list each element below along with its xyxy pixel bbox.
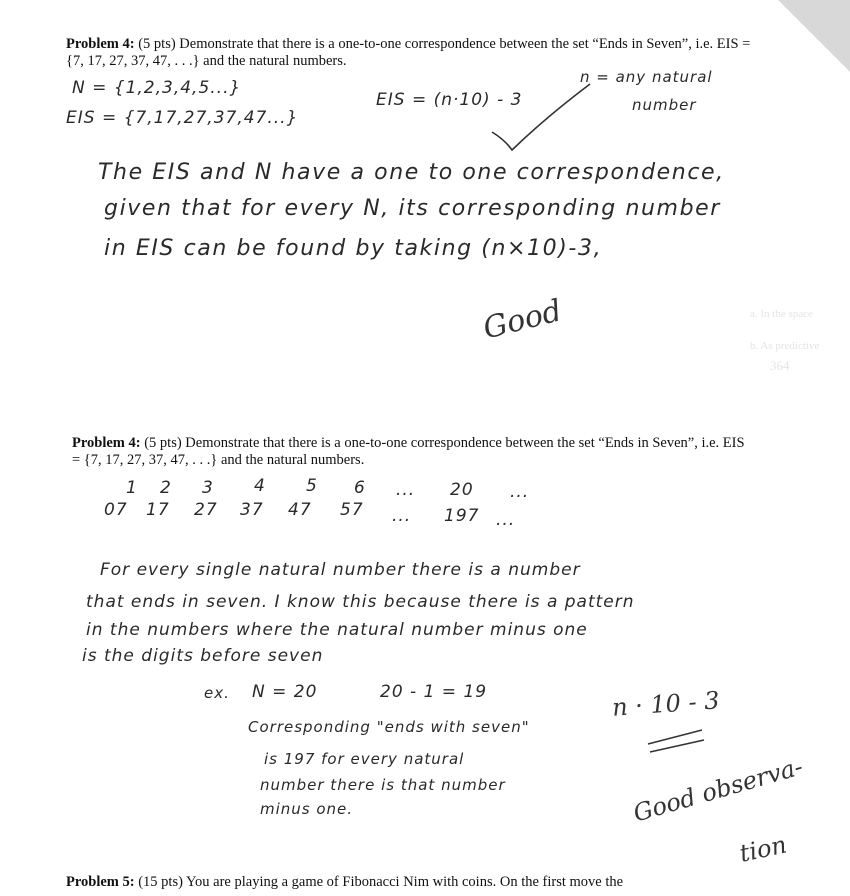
natural-number-4: 4 <box>254 476 266 496</box>
answer-1-line-3: in EIS can be found by taking (n×10)-3, <box>104 236 603 261</box>
eis-value-197: 197 <box>444 506 480 526</box>
eis-formula: EIS = (n·10) - 3 <box>376 90 523 110</box>
natural-number-1: 1 <box>126 478 138 498</box>
eis-value-17: 17 <box>146 500 170 520</box>
eis-value-trailing-ellipsis: ... <box>496 510 516 530</box>
grade-good: Good <box>479 293 566 347</box>
corresponding-line-3: number there is that number <box>260 776 506 794</box>
example-label: ex. <box>204 684 230 702</box>
eis-value-ellipsis: ... <box>392 506 412 526</box>
grader-formula: n · 10 - 3 <box>611 686 721 722</box>
corresponding-line-2: is 197 for every natural <box>264 750 465 768</box>
natural-number-ellipsis: ... <box>396 480 416 500</box>
answer-2-line-3: in the numbers where the natural number minus one <box>86 620 588 640</box>
example-calculation: 20 - 1 = 19 <box>380 682 488 702</box>
problem-4-label-bottom: Problem 4: <box>72 435 141 451</box>
n-definition-line-1: n = any natural <box>580 68 713 86</box>
eis-value-27: 27 <box>194 500 218 520</box>
natural-numbers-set: N = {1,2,3,4,5...} <box>72 78 242 98</box>
corresponding-line-1: Corresponding "ends with seven" <box>248 718 530 736</box>
eis-value-57: 57 <box>340 500 364 520</box>
eis-value-47: 47 <box>288 500 312 520</box>
answer-2-line-2: that ends in seven. I know this because there is a pattern <box>86 592 635 612</box>
natural-number-6: 6 <box>354 478 366 498</box>
natural-number-20: 20 <box>450 480 474 500</box>
grade-good-observation-line-1: Good observa- <box>630 752 806 828</box>
answer-2-line-1: For every single natural number there is a number <box>100 560 581 580</box>
problem-5-text: (15 pts) You are playing a game of Fibonacci Nim with coins. On the first move the <box>134 874 624 890</box>
corresponding-line-4: minus one. <box>260 800 354 818</box>
natural-number-5: 5 <box>306 476 318 496</box>
problem-4-text-bottom: (5 pts) Demonstrate that there is a one-to-one correspondence between the set “Ends in Seven”, i.e. EIS = {7, 17, 27, 37, 47, . . .} and the natural numbers. <box>72 435 745 468</box>
problem-5-label: Problem 5: <box>66 874 135 890</box>
checkmark <box>492 84 590 150</box>
grade-good-observation-line-2: tion <box>737 830 790 868</box>
n-definition-line-2: number <box>632 96 697 114</box>
answer-1-line-1: The EIS and N have a one to one correspondence, <box>98 160 725 185</box>
bleed-through-line-2: b. As predictive <box>750 340 820 352</box>
natural-number-2: 2 <box>160 478 172 498</box>
eis-set: EIS = {7,17,27,37,47...} <box>66 108 299 128</box>
answer-1-line-2: given that for every N, its corresponding number <box>104 196 721 221</box>
natural-number-3: 3 <box>202 478 214 498</box>
bleed-through-line-1: a. In the space <box>750 308 813 320</box>
eis-value-37: 37 <box>240 500 264 520</box>
natural-number-trailing-ellipsis: ... <box>510 482 530 502</box>
eis-value-07: 07 <box>104 500 128 520</box>
bleed-through-line-3: 364 <box>770 358 790 373</box>
example-n: N = 20 <box>252 682 318 702</box>
answer-2-line-4: is the digits before seven <box>82 646 324 666</box>
problem-4-text-top: (5 pts) Demonstrate that there is a one-to-one correspondence between the set “Ends in Seven”, i.e. EIS = {7, 17, 27, 37, 47, . . .} and the natural numbers. <box>66 36 751 69</box>
problem-4-label-top: Problem 4: <box>66 36 135 52</box>
